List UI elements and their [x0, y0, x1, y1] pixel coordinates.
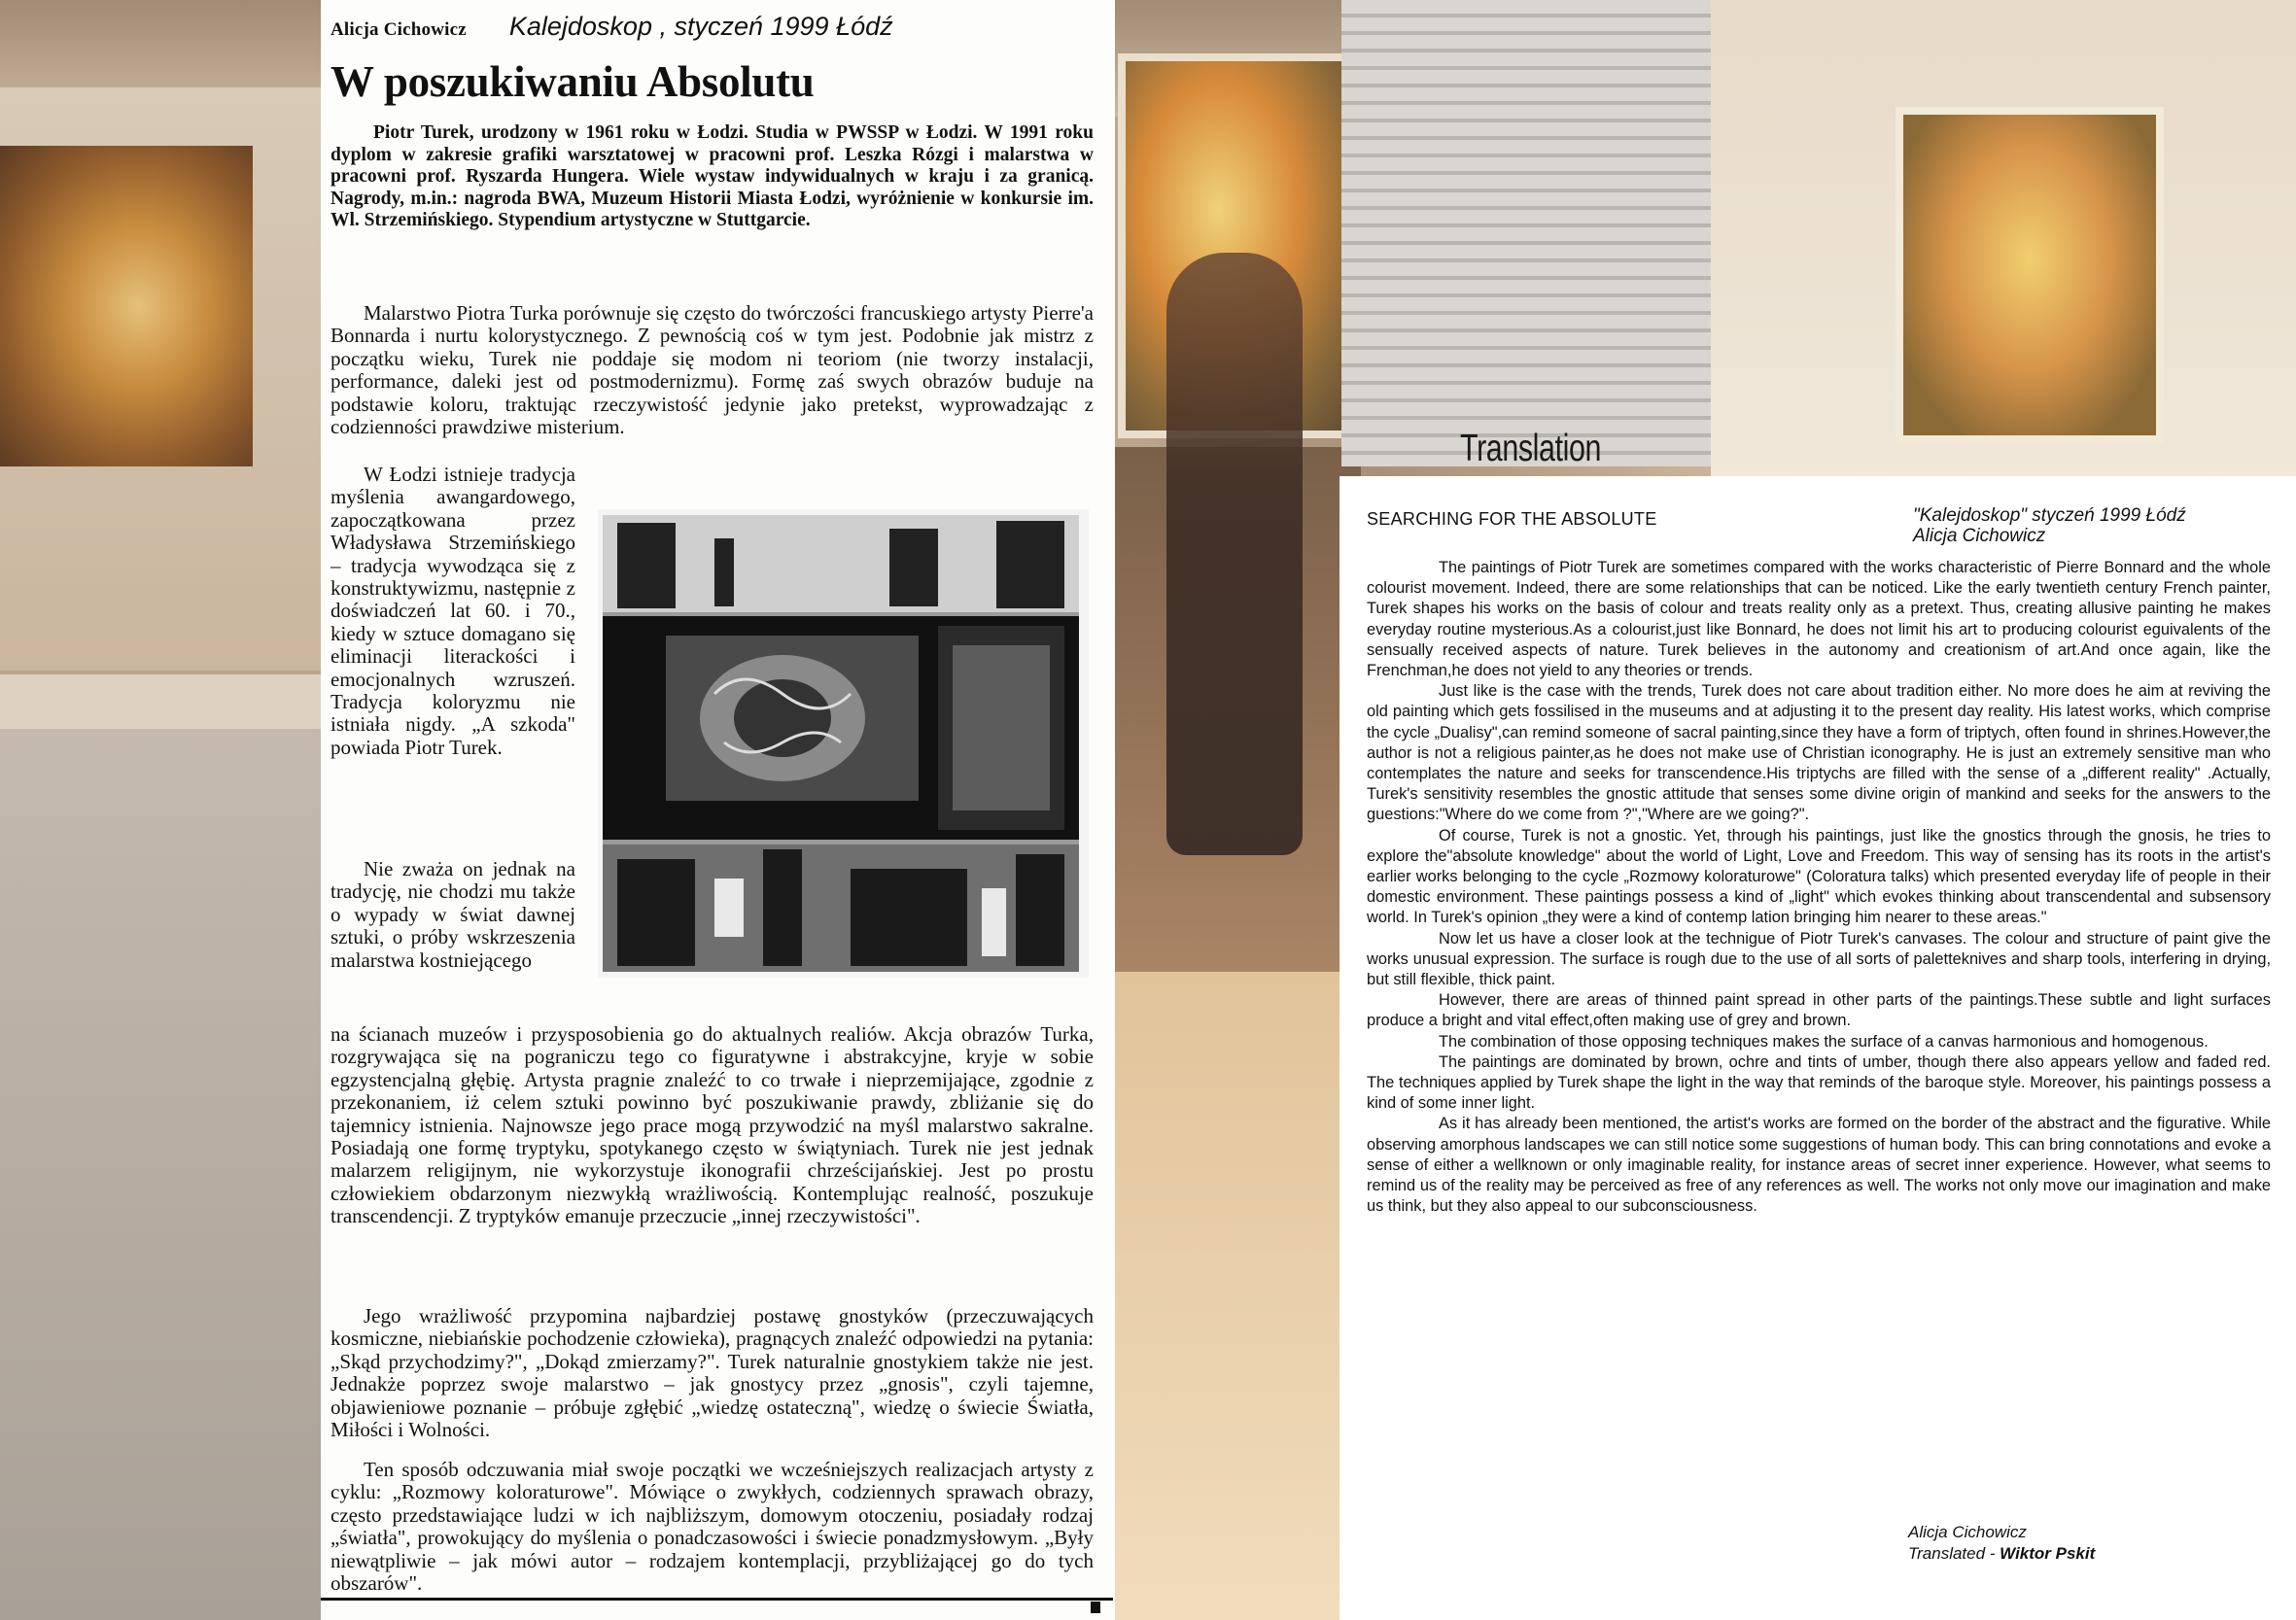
translation-source: [1913, 505, 2186, 546]
translation-paragraph: As it has already been mentioned, the artist's works are formed on the border of the abstract and the figurative. While observing amorphous landscapes we can still notice some suggestions of human body. This can bring connotations and evoke a sense of either a wellknown or only imaginable reality, for instance areas of secret inner experience. However, what seems to remind us of the reality may be perceived as free of any references as well. The works not only move our imagination and make us think, but they also appeal to our subconsciousness.: [1367, 1115, 2271, 1216]
translation-paragraph: However, there are areas of thinned paint spread in other parts of the paintings.These subtle and light surfaces produce a bright and vital effect,often making use of grey and brown.: [1367, 991, 2271, 1030]
translation-paragraph: Just like is the case with the trends, Turek does not care about tradition either. No more does he aim at reviving the old painting which gets fossilised in the museums and at adjusting it to the present day reality. His latest works, which comprise the cycle „Dualisy",can remind someone of sacral painting,since they have a form of triptych, often found in shrines.However,the author is not a religious painter,as he does not make use of Christian iconography. He is just an extremely sensitive man who contemplates the nature and seeks for transcendence.His triptychs are filled with the sense of a „different reality" .Actually, Turek's sensitivity resembles the gnostic attitude that senses some divine origin of mankind and seeks for the answers to the guestions:"Where do we come from ?","Where are we going?".: [1367, 682, 2271, 824]
signature-translator-line: [1908, 1543, 2095, 1565]
translation-source-author: Alicja Cichowicz: [1913, 526, 2046, 546]
gallery-floor-left: [0, 729, 321, 1620]
article-photo-triptych: [598, 509, 1089, 978]
gallery-floor: [1108, 972, 1341, 1620]
translated-prefix: Translated -: [1908, 1544, 2000, 1563]
translation-paragraph: Of course, Turek is not a gnostic. Yet, through his paintings, just like the gnostics through the gnosis, he tries to explore the"absolute knowledge" about the world of Light, Love and Freedom. This way of sensing has its roots in the artist's earlier works belonging to the cycle „Rozmowy koloraturowe" (Coloratura talks) which presented everyday life of people in their domestic environment. These paintings possess a kind of „light" which evokes thinking about transcendental and subsensory world. In Turek's opinion „they were a kind of contemp lation bringing him nearer to these areas.": [1367, 826, 2271, 927]
newspaper-clipping: [321, 0, 1115, 1620]
article-paragraph-2: W Łodzi istnieje tradycja myślenia awangardowego, zapoczątkowana przez Władysława Strzemińskiego – tradycja wywodząca się z konstruktywizmu, następnie z doświadczeń lat 60. i 70., kiedy w sztuce domagano się eliminacji literackości i emocjonalnych wzruszeń. Tradycja koloryzmu nie istniała nigdy. „A szkoda" powiada Piotr Turek.: [330, 463, 575, 759]
gallery-visitor-figure: [1166, 253, 1303, 855]
clipping-corner-mark: [1091, 1602, 1100, 1613]
translation-paragraph: The paintings of Piotr Turek are sometimes compared with the works characteristic of Pierre Bonnard and the whole colourist movement. Indeed, there are some relationships that can be noticed. Like the early twentieth century French painter, Turek shapes his works on the basis of colour and treats reality only as a pretext. Thus, creating allusive painting he makes everyday routine mysterious.As a colourist,just like Bonnard, he does not limit his art to producing colourist eguivalents of the sensually received aspects of nature. Turek believes in the autonomy and creationism of art.And once again, like the Frenchman,he does not yield to any theories or trends.: [1367, 559, 2271, 680]
article-lead: Piotr Turek, urodzony w 1961 roku w Łodzi. Studia w PWSSP w Łodzi. W 1991 roku dyplom w zakresie grafiki warsztatowej w pracowni prof. Leszka Rózgi i malarstwa w pracowni prof. Ryszarda Hungera. Wiele wystaw indywidualnych w kraju i za granicą. Nagrody, m.in.: nagroda BWA, Muzeum Historii Miasta Łodzi, wyróżnienie w konkursie im. Wl. Strzemińskiego. Stypendium artystyczne w Stuttgarcie.: [330, 122, 1094, 230]
translation-label: Translation: [1460, 428, 1602, 469]
translation-paragraph: The combination of those opposing techniques makes the surface of a canvas harmonious and homogenous.: [1439, 1032, 2209, 1051]
article-title: W poszukiwaniu Absolutu: [330, 57, 815, 106]
gallery-window-blinds: [1341, 0, 1711, 466]
signature-author: Alicja Cichowicz: [1908, 1523, 2027, 1541]
translation-signature: [1908, 1522, 2095, 1565]
translation-source-publication: "Kalejdoskop" styczeń 1999 Łódź: [1913, 505, 2186, 526]
article-paragraph-3-continued: na ścianach muzeów i przysposobienia go do aktualnych realiów. Akcja obrazów Turka, rozgrywająca się na pograniczu tego co figuratywne i abstrakcyjne, kryje w sobie egzystencjalną głębię. Artysta pragnie znaleźć to co trwałe i nieprzemijające, zgodnie z przekonaniem, iż celem sztuki powinno być poszukiwanie prawdy, zbliżanie się do tajemnicy istnienia. Najnowsze jego prace mogą przywodzić na myśl malarstwo sakralne. Posiadają one formę tryptyku, spotykanego często w świątyniach. Turek nie jest jednak malarzem religijnym, nie wykorzystuje ikonografii chrześcijańskiej. Jest po prostu człowiekiem obdarzonym niezwykłą wrażliwością. Kontemplując realność, poszukuje transcendencji. Z tryptyków emanuje przeczucie „innej rzeczywistości".: [330, 1022, 1094, 1228]
clipping-header: [330, 12, 893, 42]
article-paragraph-4: Jego wrażliwość przypomina najbardziej postawę gnostyków (przeczuwających kosmiczne, niebiańskie pochodzenie człowieka), pragnących znaleźć odpowiedzi na pytania: „Skąd przychodzimy?", „Dokąd zmierzamy?". Turek naturalnie gnostykiem także nie jest. Jednakże poprzez swoje malarstwo – jak gnostycy przez „gnosis", czyli tajemne, objawieniowe poznanie – próbuje zgłębić „wiedzę ostateczną", wiedzę o świecie Światła, Miłości i Wolności.: [330, 1304, 1094, 1442]
painting-photo-image: [598, 509, 1089, 978]
gallery-painting-left: [0, 146, 253, 466]
gallery-painting-right: [1896, 107, 2164, 443]
translation-paragraph: The paintings are dominated by brown, ochre and tints of umber, though there also appears yellow and faded red. The techniques applied by Turek shape the light in the way that reminds of the baroque style. Moreover, his paintings possess a kind of some inner light.: [1367, 1052, 2271, 1113]
article-paragraph-3-start: Nie zważa on jednak na tradycję, nie chodzi mu także o wypady w świat dawnej sztuki, o próby wskrzeszenia malarstwa kostniejącego: [330, 857, 575, 972]
translation-paragraph: Now let us have a closer look at the technigue of Piotr Turek's canvases. The colour and structure of paint give the works unusual expression. The surface is rough due to the use of all sorts of paletteknives and sharp tools, interfering in drying, but still flexible, thick paint.: [1367, 929, 2271, 989]
translator-name: Wiktor Pskit: [2000, 1544, 2096, 1563]
translation-panel: [1339, 476, 2296, 1620]
clipping-bottom-rule: [321, 1598, 1113, 1601]
clipping-author: Alicja Cichowicz: [330, 19, 467, 40]
translation-body: [1367, 558, 2271, 1218]
gallery-balustrade: [0, 671, 321, 733]
article-paragraph-5: Ten sposób odczuwania miał swoje początki we wcześniejszych realizacjach artysty z cyklu: „Rozmowy koloraturowe". Mówiące o zwykłych, codziennych sprawach obrazy, często przedstawiające ludzi w ich najbliższym, domowym otoczeniu, posiadały rodzaj „światła", prowokujący do myślenia o ponadczasowości i świecie ponadzmysłowym. „Były niewątpliwie – jak mówi autor – rodzajem kontemplacji, przybliżającej go do tych obszarów".: [330, 1458, 1094, 1596]
article-paragraph-1: Malarstwo Piotra Turka porównuje się często do twórczości francuskiego artysty Pierre'a Bonnarda i nurtu kolorystycznego. Z pewnością coś w tym jest. Podobnie jak mistrz z początku wieku, Turek nie poddaje się modom ni teoriom (nie tworzy instalacji, performance, daleki jest od postmodernizmu). Formę zaś swych obrazów buduje na podstawie koloru, traktując rzeczywistość jedynie jako pretekst, wyprowadzając z codzienności prawdziwe misterium.: [330, 301, 1094, 439]
translation-heading: SEARCHING FOR THE ABSOLUTE: [1367, 509, 1657, 529]
clipping-source: Kalejdoskop , styczeń 1999 Łódź: [508, 12, 893, 41]
